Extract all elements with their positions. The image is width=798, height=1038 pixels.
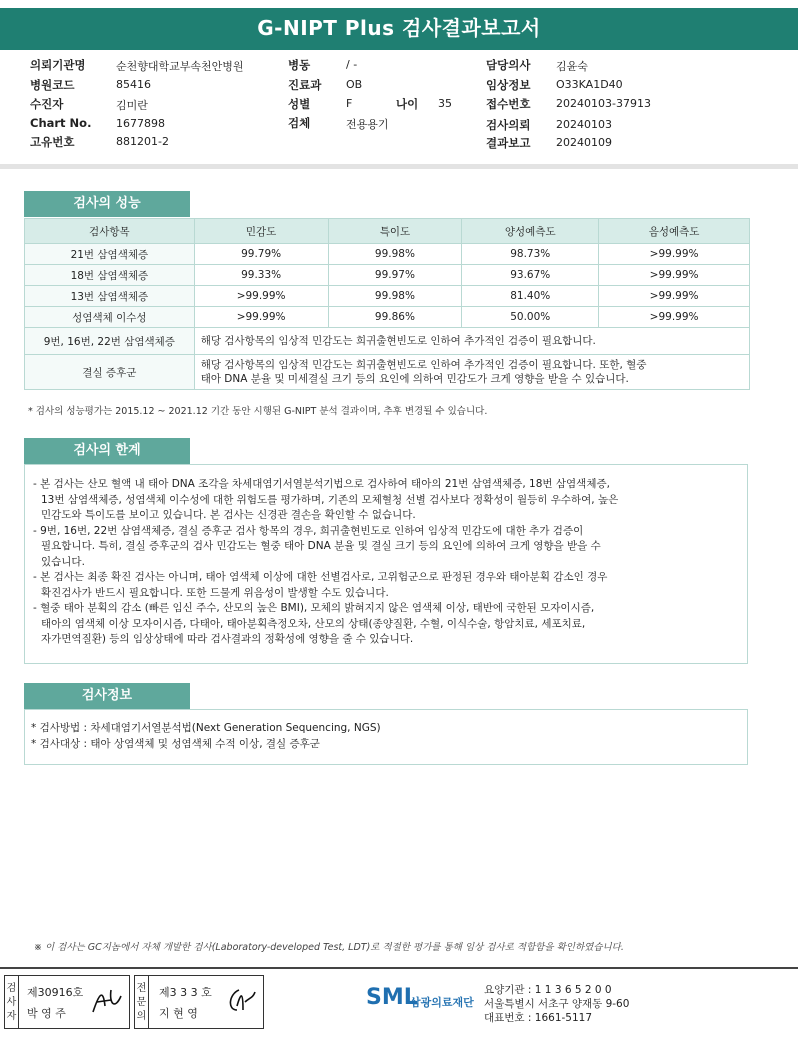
specificity-cell: 99.97% (328, 265, 462, 286)
row-note: 해당 검사항목의 임상적 민감도는 희귀출현빈도로 인하여 추가적인 검증이 필요합니다. (194, 328, 749, 355)
column-header: 검사항목 (25, 219, 195, 244)
column-header: 특이도 (328, 219, 462, 244)
limits-line: 태아의 염색체 이상 모자이시즘, 다태아, 태아분획측정오차, 산모의 상태(종양질환, 수혈, 이식수술, 항암치료, 세포치료, (41, 617, 586, 630)
row-note-line: 태아 DNA 분율 및 미세결실 크기 등의 요인에 의하여 민감도가 크게 영향을 받을 수 있습니다. (200, 373, 629, 385)
org-info (484, 983, 629, 1025)
info-label: 접수번호 (486, 97, 531, 111)
info-label: 수진자 (30, 97, 64, 111)
test-info-box (24, 709, 748, 765)
performance-table (24, 218, 750, 390)
report-title: G-NIPT Plus 검사결과보고서 (0, 8, 798, 48)
sml-logo: SML (366, 985, 418, 1010)
npv-cell: >99.99% (599, 286, 750, 307)
limits-line: - 9번, 16번, 22번 삼염색체증, 결실 증후군 검사 항목의 경우, 희귀출현빈도로 인하여 임상적 민감도에 대한 추가 검증이 (33, 524, 584, 537)
ldt-note: ※ 이 검사는 GC지놈에서 자체 개발한 검사(Laboratory-developed Test, LDT)로 적절한 평가를 통해 임상 검사로 적합함을 확인하였습니다. (34, 942, 624, 953)
row-item: 18번 삼염색체증 (25, 265, 195, 286)
info-label: 진료과 (288, 78, 322, 92)
table-row (25, 307, 750, 328)
section-title-test-info: 검사정보 (24, 683, 190, 709)
info-label: 의뢰기관명 (30, 58, 86, 72)
footer-rule (0, 967, 798, 969)
limits-line: 있습니다. (41, 555, 85, 568)
column-header: 민감도 (194, 219, 328, 244)
ppv-cell: 81.40% (462, 286, 599, 307)
specialist-signature-box (134, 975, 264, 1029)
info-value: 85416 (116, 78, 151, 91)
info-value: 1677898 (116, 117, 165, 130)
examiner-label: 검사자 (5, 976, 19, 1028)
section-title-performance: 검사의 성능 (24, 191, 190, 217)
specialist-number: 제3 3 3 호 (159, 986, 212, 999)
info-value: 20240109 (556, 136, 612, 149)
row-item: 성염색체 이수성 (25, 307, 195, 328)
table-row (25, 355, 750, 390)
info-value: OB (346, 78, 363, 91)
org-info-line: 서울특별시 서초구 양재동 9-60 (484, 998, 630, 1010)
info-value: F (346, 97, 353, 110)
row-item: 9번, 16번, 22번 삼염색체증 (25, 328, 195, 355)
limits-line: 자가면역질환) 등의 임상상태에 따라 검사결과의 정확성에 영향을 줄 수 있습니다. (41, 633, 414, 645)
info-label: 병원코드 (30, 78, 75, 92)
info-value: / - (346, 58, 358, 71)
specificity-cell: 99.98% (328, 244, 462, 265)
limits-box (24, 464, 748, 664)
info-value: 전용용기 (346, 118, 389, 131)
info-label: 나이 (396, 97, 419, 111)
specificity-cell: 99.98% (328, 286, 462, 307)
info-value: 881201-2 (116, 135, 169, 148)
info-label: 고유번호 (30, 135, 75, 149)
examiner-number: 제30916호 (27, 986, 84, 999)
row-item: 13번 삼염색체증 (25, 286, 195, 307)
org-info-line: 대표번호 : 1661-5117 (484, 1012, 593, 1024)
test-info-line: * 검사대상 : 태아 상염색체 및 성염색체 수적 이상, 결실 증후군 (31, 737, 320, 750)
examiner-signature-icon (89, 984, 125, 1018)
specialist-label: 전문의 (135, 976, 149, 1028)
examiner-signature-box (4, 975, 130, 1029)
info-value: 순천향대학교부속천안병원 (116, 60, 244, 73)
info-label: 성별 (288, 97, 311, 111)
table-row (25, 244, 750, 265)
limits-line: 필요합니다. 특히, 결실 증후군의 검사 민감도는 혈중 태아 DNA 분율 및 결실 크기 등의 요인에 의하여 크게 영향을 받을 수 (41, 540, 601, 552)
info-label: 병동 (288, 58, 311, 72)
info-label: 임상정보 (486, 78, 531, 92)
table-row (25, 286, 750, 307)
limits-line: 민감도와 특이도를 보이고 있습니다. 본 검사는 신경관 결손을 확인할 수 없습니다. (41, 509, 416, 521)
sensitivity-cell: 99.33% (194, 265, 328, 286)
info-value: 김미란 (116, 99, 148, 112)
examiner-name: 박 영 주 (27, 1007, 66, 1020)
header-divider (0, 164, 798, 169)
row-item: 21번 삼염색체증 (25, 244, 195, 265)
column-header: 음성예측도 (599, 219, 750, 244)
org-info-line: 요양기관 : 1 1 3 6 5 2 0 0 (484, 984, 612, 996)
org-name: 삼광의료재단 (410, 996, 474, 1009)
row-note (194, 355, 749, 390)
ppv-cell: 98.73% (462, 244, 599, 265)
sensitivity-cell: >99.99% (194, 307, 328, 328)
specificity-cell: 99.86% (328, 307, 462, 328)
info-value: O33KA1D40 (556, 78, 623, 91)
table-row (25, 265, 750, 286)
info-value: 20240103 (556, 118, 612, 131)
test-info-line: * 검사방법 : 차세대염기서열분석법(Next Generation Sequencing, NGS) (31, 722, 381, 734)
specialist-signature-icon (223, 984, 259, 1018)
info-label: 검사의뢰 (486, 118, 531, 132)
info-label: 검체 (288, 116, 311, 130)
limits-line: - 본 검사는 산모 혈액 내 태아 DNA 조각을 차세대염기서열분석기법으로 검사하여 태아의 21번 삼염색체증, 18번 삼염색체증, (33, 478, 610, 490)
info-label: Chart No. (30, 116, 92, 130)
title-underline (0, 48, 798, 50)
npv-cell: >99.99% (599, 265, 750, 286)
row-note-line: 해당 검사항목의 임상적 민감도는 희귀출현빈도로 인하여 추가적인 검증이 필요합니다. 또한, 혈중 (200, 359, 647, 371)
row-item: 결실 증후군 (25, 355, 195, 390)
limits-line: 확진검사가 반드시 필요합니다. 또한 드물게 위음성이 발생할 수도 있습니다. (41, 586, 389, 599)
column-header: 양성예측도 (462, 219, 599, 244)
ppv-cell: 93.67% (462, 265, 599, 286)
npv-cell: >99.99% (599, 244, 750, 265)
limits-line: 13번 삼염색체증, 성염색체 이수성에 대한 위험도를 평가하며, 기존의 모체혈청 선별 검사보다 정확성이 월등히 우수하여, 높은 (41, 493, 619, 506)
table-header-row (25, 219, 750, 244)
info-value: 35 (438, 97, 452, 110)
sensitivity-cell: >99.99% (194, 286, 328, 307)
performance-footnote: * 검사의 성능평가는 2015.12 ~ 2021.12 기간 동안 시행된 G-NIPT 분석 결과이며, 추후 변경될 수 있습니다. (28, 406, 488, 417)
section-title-limits: 검사의 한계 (24, 438, 190, 464)
info-value: 20240103-37913 (556, 97, 651, 110)
info-label: 담당의사 (486, 58, 531, 72)
limits-line: - 혈중 태아 분획의 감소 (빠른 임신 주수, 산모의 높은 BMI), 모체의 밝혀지지 않은 염색체 이상, 태반에 국한된 모자이시즘, (33, 602, 595, 614)
specialist-name: 지 현 영 (159, 1007, 198, 1020)
npv-cell: >99.99% (599, 307, 750, 328)
ppv-cell: 50.00% (462, 307, 599, 328)
limits-line: - 본 검사는 최종 확진 검사는 아니며, 태아 염색체 이상에 대한 선별검사로, 고위험군으로 판정된 경우와 태아분획 감소인 경우 (33, 571, 608, 583)
sensitivity-cell: 99.79% (194, 244, 328, 265)
info-label: 결과보고 (486, 136, 531, 150)
info-value: 김윤숙 (556, 60, 588, 73)
table-row (25, 328, 750, 355)
